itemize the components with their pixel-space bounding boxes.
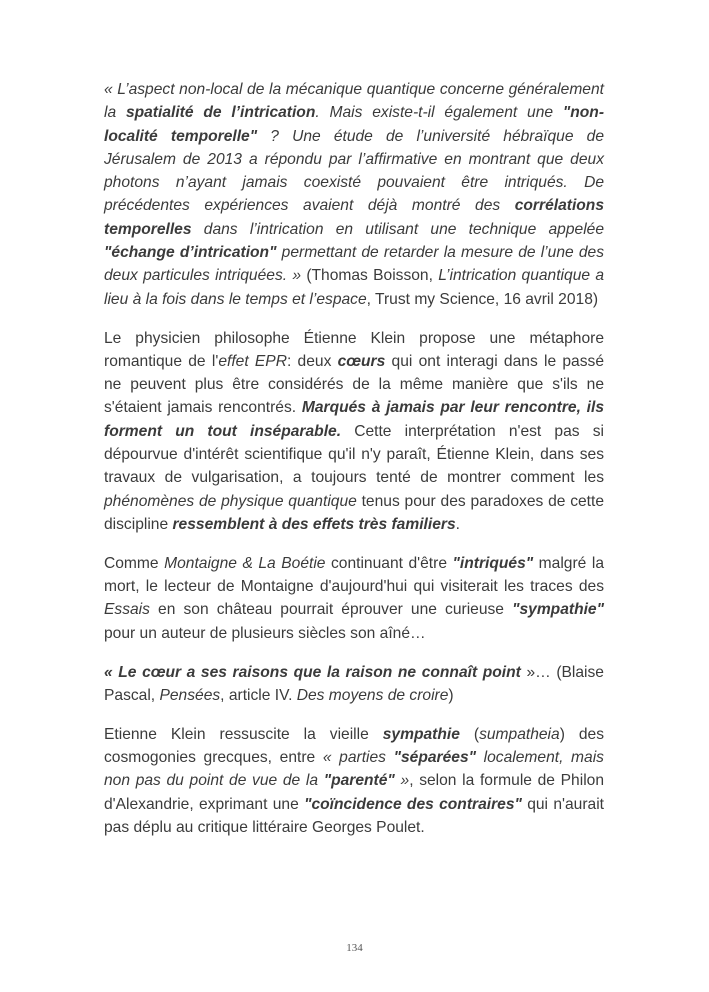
text-run: L’intrication quantique a lieu à la fois dans le temps et l’espace (104, 267, 604, 308)
text-run: cœurs (337, 352, 386, 370)
text-run: "échange d’intrication" (104, 244, 277, 262)
text-run: Pensées (159, 686, 221, 704)
text-run: . (455, 515, 460, 533)
text-run: phénomènes de physique quantique (104, 492, 357, 510)
text-run: dans l’intrication en utilisant une technique appelée (191, 220, 604, 238)
text-run: en son château pourrait éprouver une curieuse (149, 601, 513, 619)
paragraph-quote-boisson (104, 78, 604, 311)
page-number: 134 (346, 942, 363, 954)
paragraph-montaigne (104, 552, 604, 645)
text-run: . Mais existe-t-il également une (315, 104, 563, 122)
text-run: » (394, 772, 410, 790)
text-run: spatialité de l’intrication (125, 104, 316, 122)
page-body (104, 78, 604, 855)
text-run: (Thomas Boisson, (301, 267, 439, 285)
text-run: "intriqués" (452, 554, 534, 572)
text-run: »… (Blaise Pascal, (104, 663, 604, 704)
paragraph-sympathie (104, 723, 604, 839)
text-run: Marqués à jamais par leur rencontre, ils forment un tout inséparable. (104, 399, 604, 440)
text-run: permettant de retarder la mesure de l’une des deux particules intriquées. » (104, 244, 604, 285)
text-run: Des moyens de croire (296, 686, 449, 704)
text-run: , selon la formule de Philon d'Alexandrie, exprimant une (104, 772, 605, 813)
text-run: corrélations temporelles (104, 197, 604, 238)
text-run: effet EPR (218, 352, 287, 370)
text-run: "séparées" (393, 749, 477, 767)
text-run: « Le cœur a ses raisons que la raison ne connaît point (104, 663, 521, 681)
text-run: localement, mais non pas du point de vue de la (104, 749, 604, 790)
text-run: malgré la mort, le lecteur de Montaigne d'aujourd'hui qui visiterait les traces des (104, 554, 605, 596)
text-run: "non-localité temporelle" (104, 104, 605, 145)
text-run: ( (459, 725, 480, 743)
text-run: sympathie (382, 725, 460, 743)
text-run: Essais (104, 601, 150, 619)
text-run: "coïncidence des contraires" (304, 795, 522, 813)
text-run: ? Une étude de l’université hébraïque de Jérusalem de 2013 a répondu par l’affirmative en montrant que deux photons n’ayant jamais coexisté pouvaient être intriqués. De précédentes expériences avaient déjà montré des (104, 127, 604, 215)
text-run: « parties (322, 749, 394, 767)
text-run: tenus pour des paradoxes de cette discipline (104, 492, 605, 533)
text-run: Cette interprétation n'est pas si dépourvue d'intérêt scientifique qu'il n'y paraît, Étienne Klein, dans ses travaux de vulgarisation, a toujours tenté de montrer comment les (104, 422, 604, 487)
paragraph-pascal-quote (104, 661, 604, 708)
text-run: "parenté" (323, 772, 395, 790)
text-run: , article IV. (220, 686, 297, 704)
text-run: « L’aspect non-local de la mécanique quantique concerne généralement la (104, 81, 604, 122)
text-run: ) des cosmogonies grecques, entre (104, 725, 604, 767)
text-run: Montaigne & La Boétie (164, 554, 326, 572)
text-run: Le physicien philosophe Étienne Klein propose une métaphore romantique de l' (104, 329, 604, 370)
text-run: qui n'aurait pas déplu au critique littéraire Georges Poulet. (104, 795, 604, 836)
text-run: pour un auteur de plusieurs siècles son aîné… (104, 624, 426, 642)
text-run: "sympathie" (512, 601, 604, 619)
text-run: , Trust my Science, 16 avril 2018) (366, 290, 599, 308)
text-run: sumpatheia (479, 725, 560, 743)
text-run: : deux (286, 352, 338, 370)
paragraph-klein-epr (104, 327, 604, 537)
text-run: Comme (104, 554, 165, 572)
text-run: ) (448, 686, 454, 704)
text-run: qui ont interagi dans le passé ne peuvent plus être considérés de la même manière que s'ils ne s'étaient jamais rencontrés. (104, 352, 604, 417)
text-run: continuant d'être (325, 554, 453, 572)
text-run: Etienne Klein ressuscite la vieille (104, 725, 383, 743)
text-run: ressemblent à des effets très familiers (172, 515, 456, 533)
